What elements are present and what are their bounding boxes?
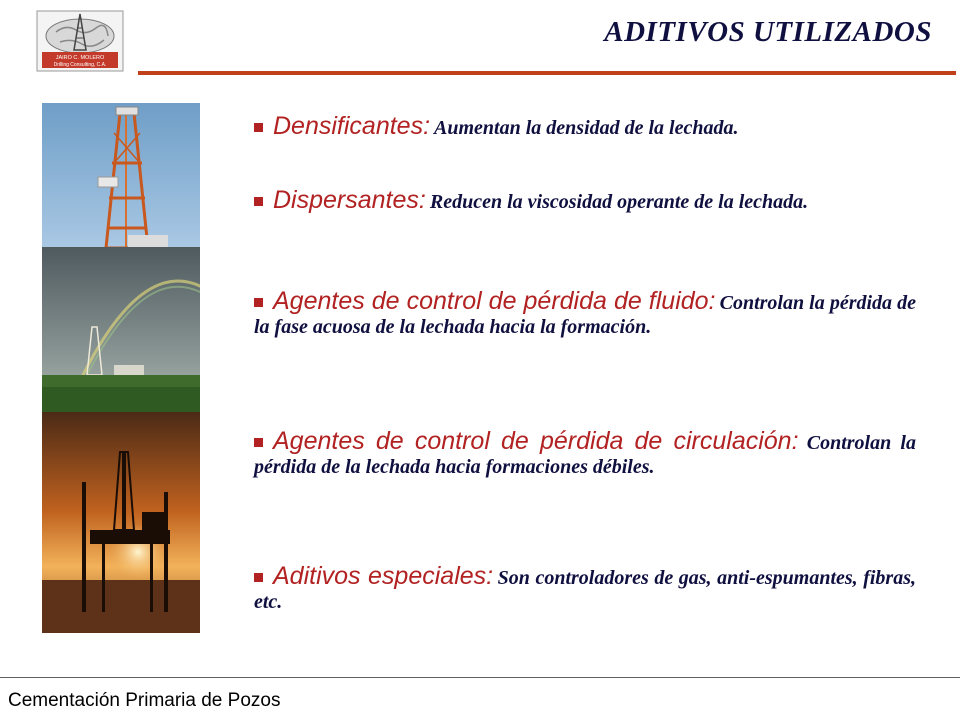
term: Densificantes: (273, 112, 431, 140)
footer-text: Cementación Primaria de Pozos (8, 690, 281, 711)
description: Controlan la pérdida de la fase acuosa de la lechada hacia la formación. (254, 292, 917, 338)
slide-title: ADITIVOS UTILIZADOS (604, 16, 932, 48)
list-item (254, 427, 916, 479)
offshore-rig-sunset-photo (42, 412, 200, 633)
logo-line2: Drilling Consulting, C.A. (53, 62, 107, 68)
footer-divider (0, 677, 960, 678)
description: Controlan la pérdida de la lechada hacia formaciones débiles. (254, 432, 916, 478)
description: Son controladores de gas, anti-espumantes, fibras, etc. (254, 567, 916, 613)
square-bullet-icon (254, 438, 263, 447)
title-underline (138, 71, 956, 75)
square-bullet-icon (254, 298, 263, 307)
list-item (254, 112, 916, 141)
term: Agentes de control de pérdida de circulación: (273, 427, 799, 455)
list-item (254, 186, 916, 215)
term: Agentes de control de pérdida de fluido: (273, 287, 716, 315)
list-item (254, 562, 916, 614)
rainbow-rig-photo (42, 247, 200, 413)
logo-line1: JAIRO C. MOLERO (55, 55, 105, 61)
square-bullet-icon (254, 573, 263, 582)
list-item (254, 287, 916, 339)
description: Reducen la viscosidad operante de la lechada. (429, 191, 809, 213)
drilling-rig-photo (42, 103, 200, 248)
square-bullet-icon (254, 197, 263, 206)
company-logo (36, 10, 124, 72)
square-bullet-icon (254, 123, 263, 132)
description: Aumentan la densidad de la lechada. (434, 117, 739, 139)
term: Dispersantes: (273, 186, 426, 214)
term: Aditivos especiales: (273, 562, 494, 590)
